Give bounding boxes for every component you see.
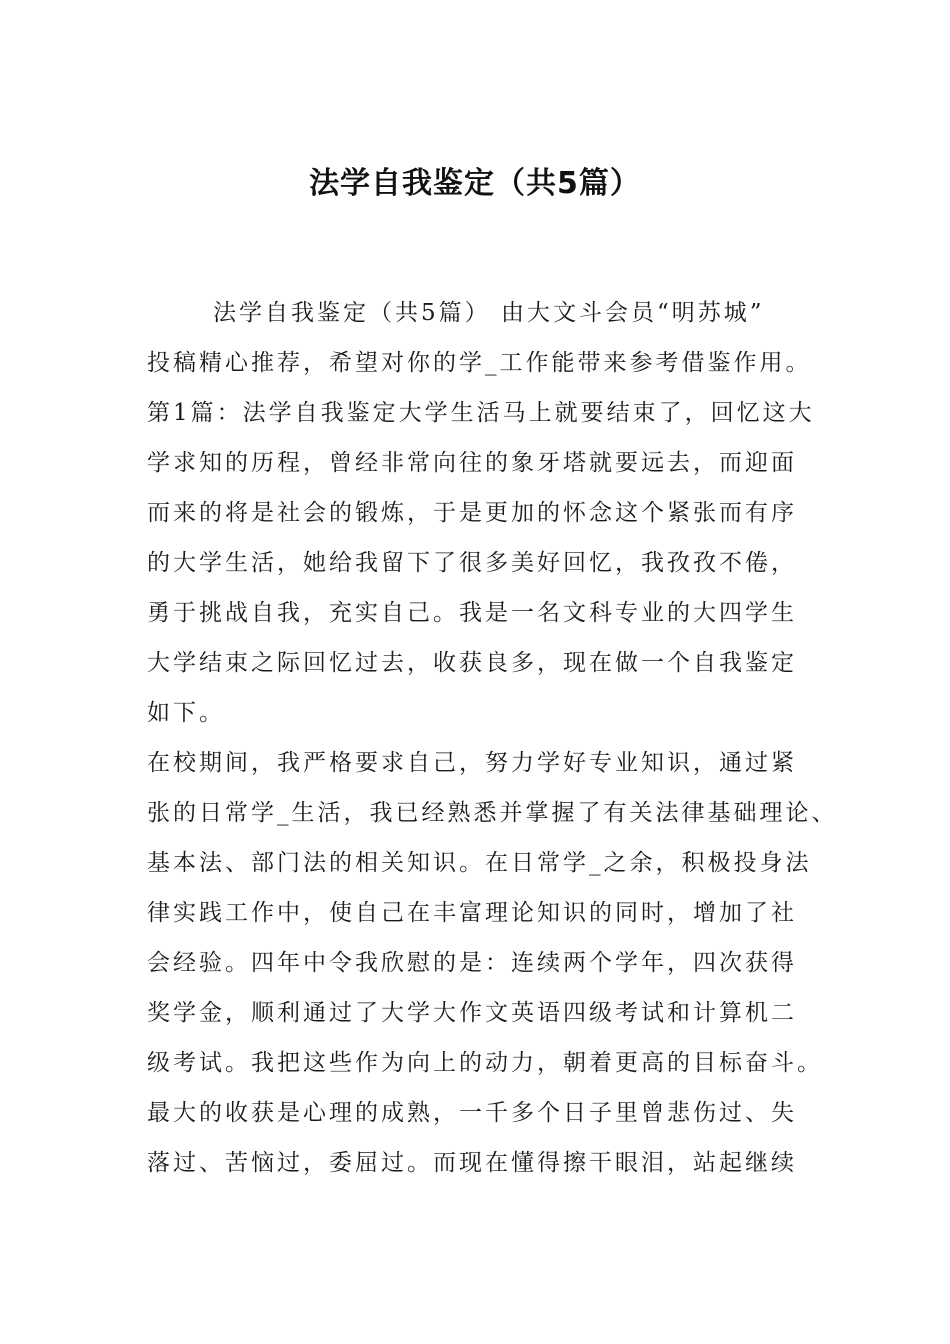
body-line: 张的日常学_生活，我已经熟悉并掌握了有关法律基础理论、 <box>147 800 838 826</box>
body-line: 奖学金，顺利通过了大学大作文英语四级考试和计算机二 <box>147 1000 797 1026</box>
body-line: 学求知的历程，曾经非常向往的象牙塔就要远去，而迎面 <box>147 450 797 476</box>
body-line: 律实践工作中，使自己在丰富理论知识的同时，增加了社 <box>147 900 797 926</box>
document-title: 法学自我鉴定（共5篇） <box>309 166 641 201</box>
body-line: 如下。 <box>147 700 225 726</box>
body-line: 投稿精心推荐，希望对你的学_工作能带来参考借鉴作用。 <box>147 350 812 376</box>
body-line: 的大学生活，她给我留下了很多美好回忆，我孜孜不倦， <box>147 550 797 576</box>
body-line: 落过、苦恼过，委屈过。而现在懂得擦干眼泪，站起继续 <box>147 1150 797 1176</box>
body-line: 会经验。四年中令我欣慰的是：连续两个学年，四次获得 <box>147 950 797 976</box>
body-line: 第1篇：法学自我鉴定大学生活马上就要结束了，回忆这大 <box>147 400 815 426</box>
body-line: 而来的将是社会的锻炼，于是更加的怀念这个紧张而有序 <box>147 500 797 526</box>
body-line: 在校期间，我严格要求自己，努力学好专业知识，通过紧 <box>147 750 797 776</box>
body-line: 最大的收获是心理的成熟，一千多个日子里曾悲伤过、失 <box>147 1100 797 1126</box>
body-line: 大学结束之际回忆过去，收获良多，现在做一个自我鉴定 <box>147 650 797 676</box>
document-body <box>147 288 838 1188</box>
body-line: 法学自我鉴定（共5篇） 由大文斗会员“明苏城” <box>213 300 765 326</box>
body-line: 勇于挑战自我，充实自己。我是一名文科专业的大四学生 <box>147 600 797 626</box>
body-line: 级考试。我把这些作为向上的动力，朝着更高的目标奋斗。 <box>147 1050 823 1076</box>
body-line: 基本法、部门法的相关知识。在日常学_之余，积极投身法 <box>147 850 812 876</box>
